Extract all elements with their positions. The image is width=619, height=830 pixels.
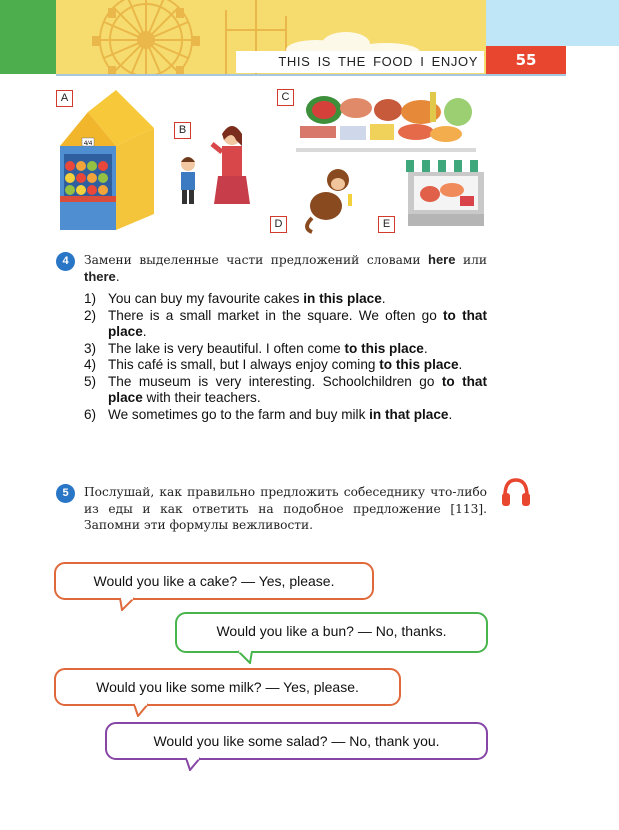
picture-label-d: D xyxy=(270,216,287,233)
exercise-5-instruction: Послушай, как правильно предложить собеседнику что-либо из еды и как ответить на подобное предложение [113]. Запомни эти формулы вежливости. xyxy=(84,485,487,532)
boy-and-woman-illustration xyxy=(176,118,260,206)
page-title: THIS IS THE FOOD I ENJOY xyxy=(236,51,484,73)
speech-bubble xyxy=(175,612,488,653)
fruit-stall-illustration xyxy=(54,86,158,232)
speech-bubble-text: Would you like a bun? — No, thanks. xyxy=(216,623,447,639)
picture-label-b: B xyxy=(174,122,191,139)
speech-bubble-tail xyxy=(118,597,138,611)
speech-bubble xyxy=(54,562,374,600)
monkey-with-banana-illustration xyxy=(298,166,358,236)
word-there: there xyxy=(84,268,116,284)
picture-label-e: E xyxy=(378,216,395,233)
list-item: 1) You can buy my favourite cakes in this place. xyxy=(84,291,386,306)
highlighted-phrase: to this place xyxy=(379,357,459,372)
exercise-4-list xyxy=(84,291,487,423)
speech-bubble-text: Would you like some salad? — No, thank you. xyxy=(153,733,440,749)
list-item: 3) The lake is very beautiful. I often come to this place. xyxy=(84,340,428,356)
word-or: или xyxy=(463,253,487,267)
highlighted-phrase: in this place xyxy=(303,291,382,306)
speech-bubble-tail xyxy=(132,703,152,717)
speech-bubble xyxy=(105,722,488,760)
speech-bubble-tail xyxy=(236,650,256,664)
highlighted-phrase: in that place xyxy=(369,406,449,422)
shop-window-illustration xyxy=(404,160,488,230)
word-here: here xyxy=(428,252,456,267)
stall-sign: 4/4 xyxy=(83,141,93,147)
speech-bubble-text: Would you like some milk? — Yes, please. xyxy=(96,679,359,695)
page-number: 55 xyxy=(515,51,537,69)
exercise-4-instruction-text: Замени выделенные части предложений словами xyxy=(84,253,421,267)
list-item: 6) We sometimes go to the farm and buy milk in that place. xyxy=(84,406,453,422)
highlighted-phrase: to this place xyxy=(344,340,424,356)
highlighted-phrase: to that place xyxy=(108,307,487,339)
header-sky-band xyxy=(486,0,619,46)
speech-bubble xyxy=(54,668,401,706)
list-item: 4) This café is small, but I always enjoy coming to this place. xyxy=(84,357,463,372)
picture-label-c: C xyxy=(277,89,294,106)
picture-label-a: A xyxy=(56,90,73,107)
highlighted-phrase: to that place xyxy=(108,373,487,405)
exercise-5-number: 5 xyxy=(56,484,75,503)
speech-bubble-text: Would you like a cake? — Yes, please. xyxy=(93,573,335,589)
list-item: 2) There is a small market in the square. We often go to that place. xyxy=(84,307,487,339)
headphones-icon[interactable] xyxy=(500,476,532,508)
header-divider xyxy=(56,74,566,76)
exercise-4-instruction: Замени выделенные части предложений словами here или there. xyxy=(84,252,487,284)
list-item: 5) The museum is very interesting. Schoolchildren go to that place with their teachers. xyxy=(84,373,487,405)
header-green-band xyxy=(0,0,56,74)
food-assortment-illustration xyxy=(296,86,476,156)
exercise-4-number: 4 xyxy=(56,252,75,271)
speech-bubble-tail xyxy=(184,757,204,771)
